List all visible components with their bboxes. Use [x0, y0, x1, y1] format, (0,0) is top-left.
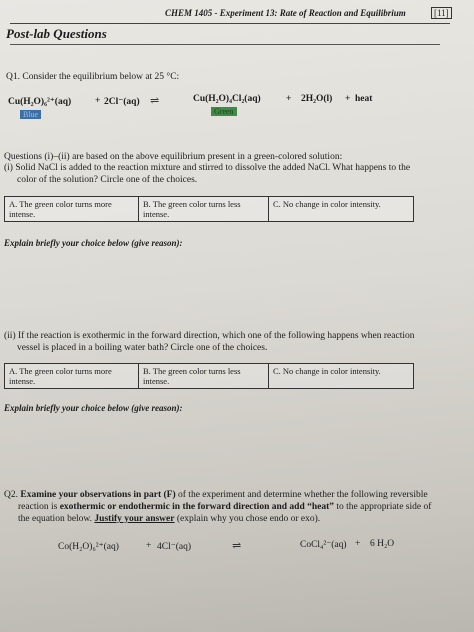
q2-number: Q2. — [4, 490, 21, 500]
q1-product-1: Cu(H₂O)₄Cl₂(aq) — [193, 94, 261, 104]
explain-ii-label: Explain briefly your choice below (give reason): — [4, 403, 183, 413]
q2-line3-rest: (explain why you chose endo or exo). — [174, 514, 321, 524]
q2-line1 — [4, 490, 428, 500]
explain-i-label: Explain briefly your choice below (give reason): — [4, 238, 183, 248]
label-blue: Blue — [20, 110, 41, 119]
header-title: CHEM 1405 - Experiment 13: Rate of Reaction and Equilibrium — [165, 8, 406, 18]
section-rule — [10, 44, 440, 45]
q2-line2 — [18, 502, 431, 512]
choice-ii-c[interactable]: C. No change in color intensity. — [273, 366, 381, 376]
q1-reactant-2: 2Cl⁻(aq) — [104, 97, 140, 107]
q2-product-2: 6 H₂O — [370, 539, 395, 549]
q1-equilibrium-arrow: ⇌ — [150, 95, 160, 107]
q2-reactant-1: Co(H₂O)₆²⁺(aq) — [58, 542, 119, 552]
q2-line2-start: reaction is — [18, 502, 60, 512]
q1-prompt: Q1. Consider the equilibrium below at 25 °C: — [6, 72, 180, 82]
q2-plus-2: + — [355, 539, 361, 549]
choice-i-c[interactable]: C. No change in color intensity. — [273, 199, 381, 209]
choice-ii-b[interactable]: B. The green color turns less intense. — [139, 364, 269, 388]
q1-part-i-line1: (i) Solid NaCl is added to the reaction mixture and stirred to dissolve the added NaCl. What happens to the — [4, 163, 411, 173]
q2-line3-bold: Justify your answer — [94, 514, 175, 524]
choices-part-i — [4, 196, 414, 222]
page-number: [11] — [431, 7, 452, 19]
choice-i-b[interactable]: B. The green color turns less intense. — [139, 197, 269, 221]
choice-ii-a[interactable]: A. The green color turns more intense. — [5, 364, 139, 388]
header-rule — [10, 23, 450, 24]
q2-line3-start: the equation below. — [18, 514, 95, 524]
q1-part-ii-line1: (ii) If the reaction is exothermic in the forward direction, which one of the following happens when reaction — [4, 331, 415, 341]
q2-line2-rest: to the appropriate side of — [334, 502, 432, 512]
q2-reactant-2: 4Cl⁻(aq) — [157, 542, 192, 552]
q2-equilibrium-arrow: ⇌ — [232, 540, 242, 552]
q2-line2-bold: exothermic or endothermic in the forward direction and add “heat” — [59, 502, 335, 512]
q2-line1-rest: of the experiment and determine whether the following reversible — [175, 490, 428, 500]
q1-product-2: 2H₂O(l) — [301, 94, 333, 104]
q1-intro: Questions (i)–(ii) are based on the above equilibrium present in a green-colored solution: — [4, 152, 343, 162]
q1-plus-1: + — [95, 96, 101, 106]
q1-plus-2: + — [286, 94, 292, 104]
q1-part-i-line2: color of the solution? Circle one of the choices. — [17, 175, 198, 185]
q1-heat: heat — [355, 94, 373, 104]
q1-reactant-1: Cu(H₂O)₆²⁺(aq) — [8, 97, 72, 107]
choices-part-ii — [4, 363, 414, 389]
q2-line3 — [18, 514, 320, 524]
q1-part-ii-line2: vessel is placed in a boiling water bath? Circle one of the choices. — [17, 343, 268, 353]
choice-i-a[interactable]: A. The green color turns more intense. — [5, 197, 139, 221]
q1-plus-3: + — [345, 94, 351, 104]
q2-product-1: CoCl₄²⁻(aq) — [300, 540, 347, 550]
section-title: Post-lab Questions — [6, 26, 107, 41]
label-green: Green — [211, 107, 237, 116]
q2-line1-bold: Examine your observations in part (F) — [20, 490, 176, 500]
q2-plus-1: + — [146, 541, 152, 551]
